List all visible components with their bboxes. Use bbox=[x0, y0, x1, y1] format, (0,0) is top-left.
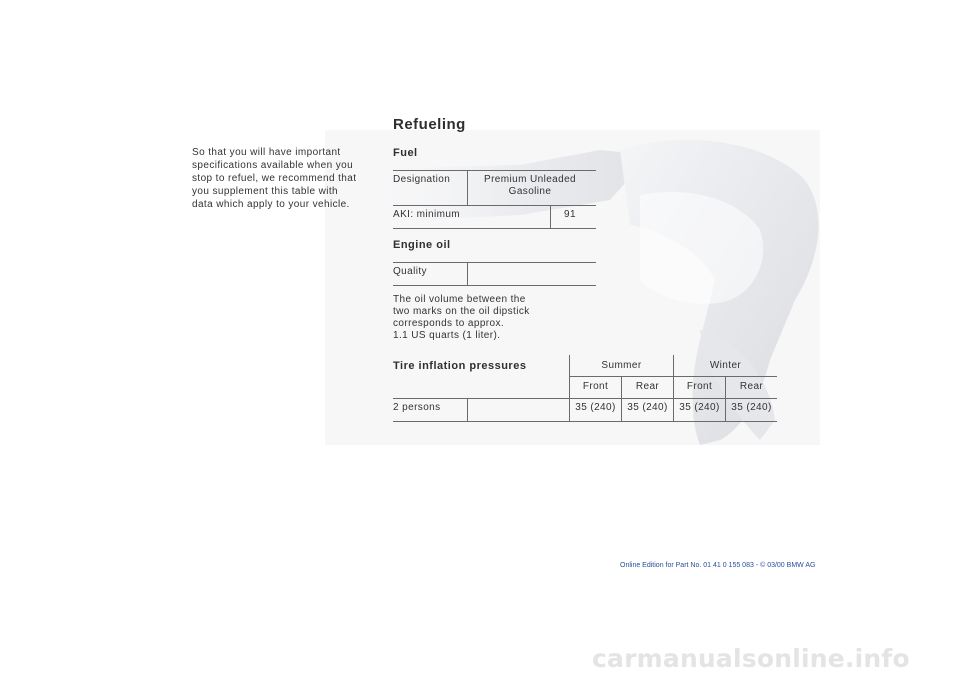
season-winter: Winter bbox=[709, 360, 742, 371]
row-label-2-persons: 2 persons bbox=[393, 402, 441, 413]
designation-value-line2: Gasoline bbox=[508, 186, 552, 197]
axle-winter-front: Front bbox=[686, 381, 713, 392]
tire-row-divider bbox=[467, 398, 468, 421]
tire-table-bottom-rule bbox=[393, 421, 777, 422]
fuel-table-bottom-rule bbox=[393, 228, 596, 229]
tire-header-rule bbox=[393, 398, 777, 399]
designation-value-line1: Premium Unleaded bbox=[484, 174, 576, 185]
pressure-summer-front: 35 (240) bbox=[575, 402, 616, 413]
quality-label: Quality bbox=[393, 266, 427, 277]
aki-divider bbox=[550, 205, 551, 228]
pressure-winter-front: 35 (240) bbox=[679, 402, 720, 413]
axle-summer-rear: Rear bbox=[635, 381, 660, 392]
oil-table-top-rule bbox=[393, 262, 596, 263]
designation-label: Designation bbox=[393, 174, 451, 185]
oil-note-line: 1.1 US quarts (1 liter). bbox=[393, 330, 501, 341]
oil-volume-note bbox=[393, 294, 568, 342]
oil-note-line: The oil volume between the bbox=[393, 294, 526, 305]
axle-winter-rear: Rear bbox=[739, 381, 764, 392]
fuel-table-top-rule bbox=[393, 170, 596, 171]
pressure-winter-rear: 35 (240) bbox=[731, 402, 772, 413]
page-title: Refueling bbox=[393, 116, 466, 133]
axle-summer-front: Front bbox=[582, 381, 609, 392]
fuel-table-mid-rule bbox=[393, 205, 596, 206]
aki-label: AKI: minimum bbox=[393, 209, 461, 220]
oil-table-bottom-rule bbox=[393, 285, 596, 286]
aki-value: 91 bbox=[564, 209, 576, 220]
oil-note-line: two marks on the oil dipstick bbox=[393, 306, 530, 317]
fuel-table-divider bbox=[467, 170, 468, 205]
oil-note-line: corresponds to approx. bbox=[393, 318, 505, 329]
intro-text: So that you will have important specifications available when you stop to refuel, we recommend that you supplement this table with data which apply to your vehicle. bbox=[192, 147, 357, 210]
engine-oil-heading: Engine oil bbox=[393, 239, 451, 251]
fuel-heading: Fuel bbox=[393, 147, 418, 159]
tire-season-rule bbox=[569, 376, 777, 377]
online-edition-link[interactable]: Online Edition for Part No. 01 41 0 155 083 - © 03/00 BMW AG bbox=[620, 562, 816, 569]
site-watermark: carmanualsonline.info bbox=[592, 644, 910, 673]
quality-divider bbox=[467, 262, 468, 285]
pressure-summer-rear: 35 (240) bbox=[627, 402, 668, 413]
season-summer: Summer bbox=[601, 360, 642, 371]
tire-pressures-heading: Tire inflation pressures bbox=[393, 360, 527, 372]
